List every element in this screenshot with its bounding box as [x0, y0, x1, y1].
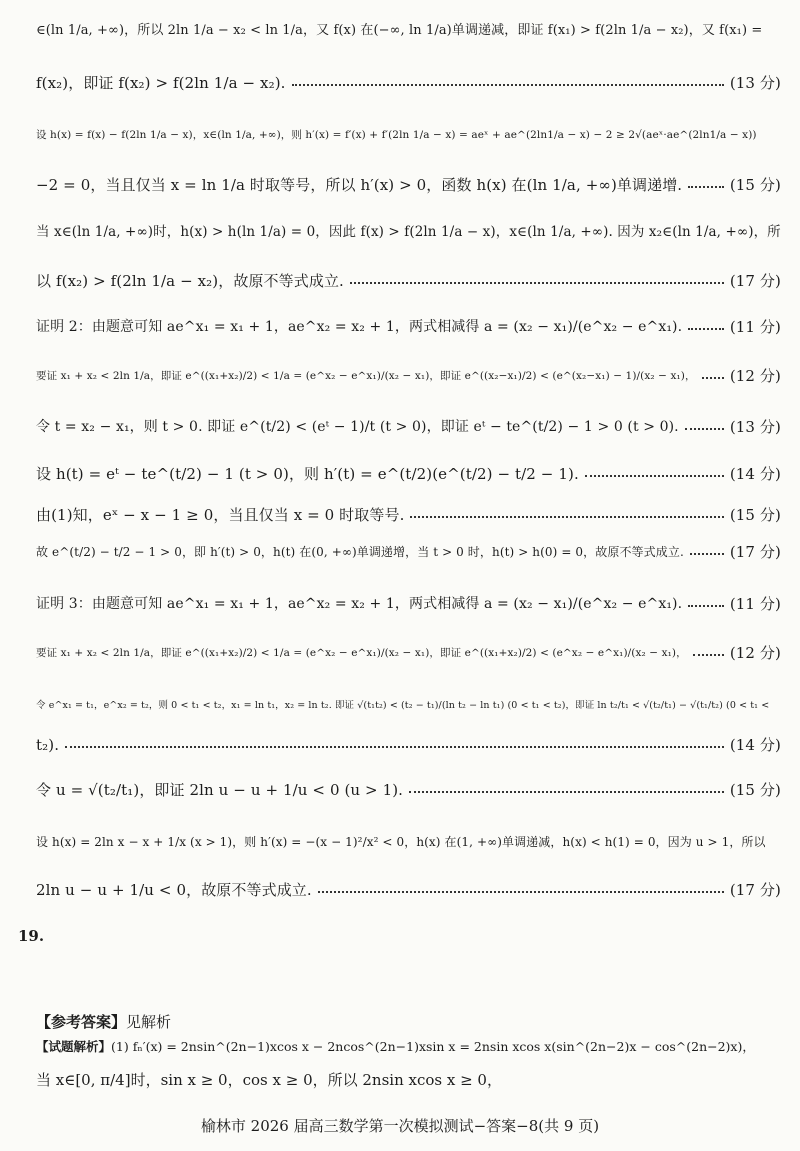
solution-line-17: [36, 780, 781, 800]
leader-dots: [409, 791, 724, 793]
analysis-label: 【试题解析】: [36, 1039, 112, 1054]
line-text: 设 h(x) = 2ln x − x + 1/x (x > 1)，则 h′(x) = −(x − 1)²/x² < 0，h(x) 在(1, +∞)单调递减，h(x) < h(1) = 0，因为 u > 1，所以: [36, 835, 766, 849]
answer-label: 【参考答案】: [36, 1013, 127, 1031]
solution-line-14: [36, 643, 781, 663]
score-label: (17 分): [729, 543, 781, 561]
line-text: 2ln u − u + 1/u < 0，故原不等式成立.: [36, 881, 312, 899]
question-number: 19.: [18, 927, 45, 945]
line-text: 令 u = √(t₂/t₁)，即证 2ln u − u + 1/u < 0 (u > 1).: [36, 781, 404, 799]
line-text: 设 h(x) = f(x) − f(2ln 1/a − x)，x∈(ln 1/a, +∞)，则 h′(x) = f′(x) + f′(2ln 1/a − x) = aeˣ + ae^(2ln1/a − x) − 2 ≥ 2√(aeˣ·ae^(2ln1/a − x)): [36, 129, 757, 141]
line-text: 要证 x₁ + x₂ < 2ln 1/a，即证 e^((x₁+x₂)/2) < 1/a = (e^x₂ − e^x₁)/(x₂ − x₁)，即证 e^((x₂−x₁)/2) < (e^(x₂−x₁) − 1)/(x₂ − x₁)，: [36, 370, 696, 382]
solution-line-11: [36, 505, 781, 525]
score-label: (14 分): [729, 736, 781, 754]
solution-line-13: [36, 594, 781, 614]
solution-line-12: [36, 542, 781, 562]
analysis-line: [36, 1037, 781, 1057]
solution-line-2: [36, 73, 781, 93]
leader-dots: [318, 891, 724, 893]
analysis-line-2: 当 x∈[0, π/4]时，sin x ≥ 0，cos x ≥ 0，所以 2nsin xcos x ≥ 0，: [36, 1071, 502, 1089]
reference-answer: [36, 1012, 171, 1032]
solution-line-15: [36, 696, 781, 716]
leader-dots: [65, 746, 724, 748]
line-text: 令 t = x₂ − x₁，则 t > 0. 即证 e^(t/2) < (eᵗ − 1)/t (t > 0)，即证 eᵗ − te^(t/2) − 1 > 0 (t > 0).: [36, 419, 679, 435]
score-label: (15 分): [729, 781, 781, 799]
leader-dots: [690, 553, 724, 555]
solution-line-10: [36, 464, 781, 484]
solution-line-7: [36, 317, 781, 337]
score-label: (13 分): [729, 74, 781, 92]
line-text: t₂).: [36, 736, 60, 754]
leader-dots: [688, 328, 724, 330]
score-label: (11 分): [729, 595, 781, 613]
line-text: ∈(ln 1/a, +∞)，所以 2ln 1/a − x₂ < ln 1/a，又 f(x) 在(−∞, ln 1/a)单调递减，即证 f(x₁) > f(2ln 1/a − x₂)，又 f(x₁) =: [36, 23, 763, 38]
line-text: 证明 3：由题意可知 ae^x₁ = x₁ + 1，ae^x₂ = x₂ + 1，两式相减得 a = (x₂ − x₁)/(e^x₂ − e^x₁).: [36, 596, 683, 612]
answer-text: 见解析: [126, 1013, 172, 1031]
line-text: f(x₂)，即证 f(x₂) > f(2ln 1/a − x₂).: [36, 74, 286, 92]
leader-dots: [585, 475, 724, 477]
solution-line-18: [36, 832, 781, 852]
solution-line-19: [36, 880, 781, 900]
solution-line-1: [36, 21, 781, 41]
leader-dots: [292, 84, 724, 86]
leader-dots: [702, 377, 724, 379]
line-text: 令 e^x₁ = t₁，e^x₂ = t₂，则 0 < t₁ < t₂，x₁ = ln t₁，x₂ = ln t₂. 即证 √(t₁t₂) < (t₂ − t₁)/(ln t₂ − ln t₁) (0 < t₁ < t₂)，即证 ln t₂/t₁ < √(t₂/t₁) − √(t₁/t₂) (0 < t₁ <: [36, 700, 770, 711]
solution-line-16: [36, 735, 781, 755]
score-label: (17 分): [729, 272, 781, 290]
line-text: 设 h(t) = eᵗ − te^(t/2) − 1 (t > 0)，则 h′(t) = e^(t/2)(e^(t/2) − t/2 − 1).: [36, 465, 579, 483]
analysis-text: (1) fₙ′(x) = 2nsin^(2n−1)xcos x − 2ncos^(2n−1)xsin x = 2nsin xcos x(sin^(2n−2)x − cos^(2n−2)x)，: [111, 1039, 755, 1054]
line-text: 由(1)知，eˣ − x − 1 ≥ 0，当且仅当 x = 0 时取等号.: [36, 506, 405, 524]
leader-dots: [350, 282, 724, 284]
score-label: (14 分): [729, 465, 781, 483]
solution-line-6: [36, 271, 781, 291]
leader-dots: [685, 428, 724, 430]
leader-dots: [688, 605, 724, 607]
solution-line-4: [36, 175, 781, 195]
solution-line-8: [36, 366, 781, 386]
score-label: (15 分): [729, 176, 781, 194]
line-text: −2 = 0，当且仅当 x = ln 1/a 时取等号，所以 h′(x) > 0，函数 h(x) 在(ln 1/a, +∞)单调递增.: [36, 176, 683, 194]
leader-dots: [693, 654, 724, 656]
score-label: (11 分): [729, 318, 781, 336]
score-label: (15 分): [729, 506, 781, 524]
page-footer: 榆林市 2026 届高三数学第一次模拟测试−答案−8(共 9 页): [200, 1117, 600, 1135]
solution-line-9: [36, 417, 781, 437]
leader-dots: [410, 516, 723, 518]
score-label: (12 分): [729, 644, 781, 662]
score-label: (17 分): [729, 881, 781, 899]
line-text: 当 x∈(ln 1/a, +∞)时，h(x) > h(ln 1/a) = 0，因此 f(x) > f(2ln 1/a − x)，x∈(ln 1/a, +∞). 因为 x₂∈(ln 1/a, +∞)，所: [36, 224, 781, 240]
leader-dots: [688, 186, 724, 188]
solution-line-5: [36, 222, 781, 242]
score-label: (13 分): [729, 418, 781, 436]
line-text: 证明 2：由题意可知 ae^x₁ = x₁ + 1，ae^x₂ = x₂ + 1，两式相减得 a = (x₂ − x₁)/(e^x₂ − e^x₁).: [36, 319, 683, 335]
line-text: 故 e^(t/2) − t/2 − 1 > 0，即 h′(t) > 0，h(t) 在(0, +∞)单调递增，当 t > 0 时，h(t) > h(0) = 0，故原不等式成立.: [36, 545, 684, 559]
score-label: (12 分): [729, 367, 781, 385]
line-text: 以 f(x₂) > f(2ln 1/a − x₂)，故原不等式成立.: [36, 272, 344, 290]
solution-line-3: [36, 125, 781, 145]
line-text: 要证 x₁ + x₂ < 2ln 1/a，即证 e^((x₁+x₂)/2) < 1/a = (e^x₂ − e^x₁)/(x₂ − x₁)，即证 e^((x₁+x₂)/2) < (e^x₂ − e^x₁)/(x₂ − x₁)，: [36, 647, 687, 659]
